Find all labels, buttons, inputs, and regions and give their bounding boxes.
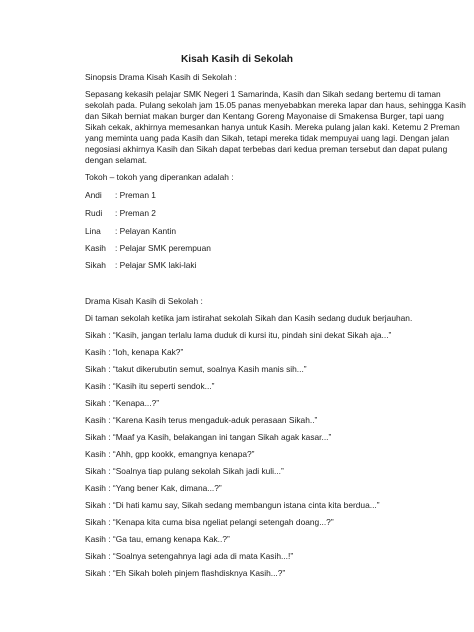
synopsis-line: Sikah cekak, akhirnya memesankan hanya untuk Kasih. Mereka pulang jalan kaki. Ketemu 2 Preman [85,122,460,132]
dialogue-line: Sikah : “Soalnya tiap pulang sekolah Sikah jadi kuli...” [85,466,284,476]
cast-role: : Pelayan Kantin [115,226,176,236]
synopsis-heading: Sinopsis Drama Kisah Kasih di Sekolah : [85,72,237,82]
dialogue-line: Kasih : “Ga tau, emang kenapa Kak..?” [85,534,230,544]
cast-heading: Tokoh – tokoh yang diperankan adalah : [85,172,234,182]
synopsis-line: sekolah pada. Pulang sekolah jam 15.05 panas menyebabkan mereka lapar dan haus, sehingga Kasih [85,100,466,110]
dialogue-line: Kasih : “Karena Kasih terus mengaduk-aduk perasaan Sikah..” [85,415,318,425]
cast-role: : Pelajar SMK perempuan [115,243,211,253]
cast-role: : Pelajar SMK laki-laki [115,260,197,270]
synopsis-line: Sepasang kekasih pelajar SMK Negeri 1 Samarinda, Kasih dan Sikah sedang bertemu di taman [85,89,441,99]
scene-intro: Di taman sekolah ketika jam istirahat sekolah Sikah dan Kasih sedang duduk berjauhan. [85,313,413,323]
dialogue-line: Sikah : “Kenapa kita cuma bisa ngeliat pelangi setengah doang...?” [85,517,334,527]
dialogue-line: Sikah : “Kenapa...?” [85,398,160,408]
synopsis-line: yang meminta uang pada Kasih dan Sikah, tetapi mereka tidak mempuyai uang lagi. Dengan jalan [85,133,450,143]
dialogue-line: Sikah : “takut dikerubutin semut, soalnya Kasih manis sih...” [85,364,307,374]
dialogue-line: Kasih : “Yang bener Kak, dimana...?” [85,483,222,493]
cast-name: Rudi [85,208,103,218]
cast-role: : Preman 2 [115,208,156,218]
synopsis-line: dengan selamat. [85,155,147,165]
dialogue-line: Sikah : “Di hati kamu say, Sikah sedang membangun istana cinta kita berdua...” [85,500,380,510]
cast-role: : Preman 1 [115,190,156,200]
dialogue-line: Sikah : “Soalnya setengahnya lagi ada di mata Kasih...!” [85,551,294,561]
drama-heading: Drama Kisah Kasih di Sekolah : [85,296,203,306]
cast-name: Sikah [85,260,106,270]
cast-name: Lina [85,226,101,236]
dialogue-line: Kasih : “Kasih itu seperti sendok...” [85,381,215,391]
cast-name: Andi [85,190,102,200]
dialogue-line: Kasih : “loh, kenapa Kak?” [85,347,184,357]
document-title: Kisah Kasih di Sekolah [180,54,294,65]
synopsis-line: negosiasi akhirnya Kasih dan Sikah dapat terbebas dari kedua preman tersebut dan dapat pulang [85,144,448,154]
synopsis-line: dan Sikah berniat makan burger dan Kentang Goreng Mayonaise di Smakensa Burger, tapi uang [85,111,444,121]
dialogue-line: Sikah : “Kasih, jangan terlalu lama duduk di kursi itu, pindah sini dekat Sikah aja...” [85,330,392,340]
dialogue-line: Sikah : “Eh Sikah boleh pinjem flashdisknya Kasih...?” [85,568,286,578]
cast-name: Kasih [85,243,106,253]
dialogue-line: Sikah : “Maaf ya Kasih, belakangan ini tangan Sikah agak kasar...” [85,432,332,442]
dialogue-line: Kasih : “Ahh, gpp kookk, emangnya kenapa?” [85,449,255,459]
